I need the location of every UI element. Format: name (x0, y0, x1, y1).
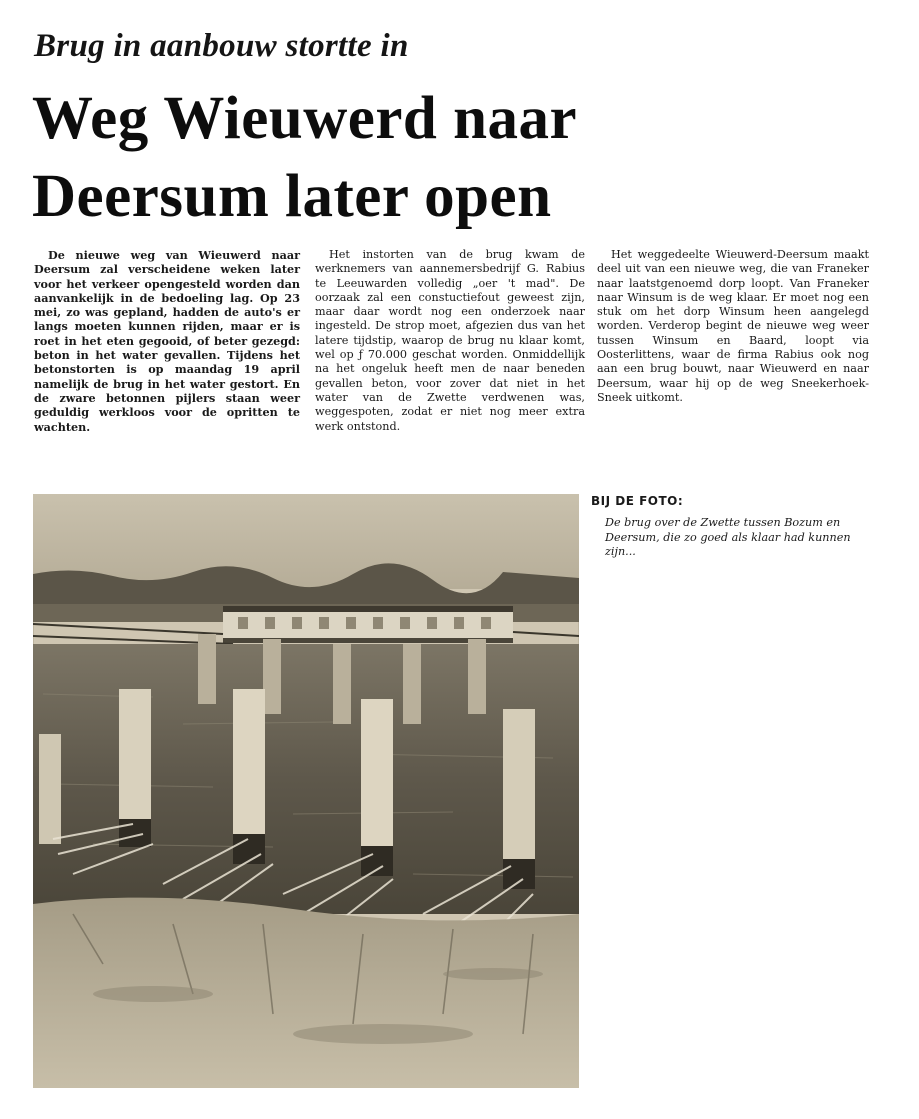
column-3-paragraph: Het weggedeelte Wieuwerd-Deersum maakt deel uit van een nieuwe weg, die van Franeker naar laatstgenoemd dorp loopt. Van Franeker naar Winsum is de weg klaar. Er moet nog een stuk om het dorp Winsum heen aangelegd worden. Verderop begint de nieuwe weg weer tussen Winsum en Baard, loopt via Oosterlittens, waar de firma Rabius ook nog aan een brug bouwt, naar Wieuwerd en naar Deersum, waar hij op de weg Sneekerhoek-Sneek uitkomt. (597, 248, 869, 404)
photo-caption-text: De brug over de Zwette tussen Bozum en Deersum, die zo goed als klaar had kunnen zijn... (605, 516, 851, 558)
article-column-3 (597, 248, 869, 405)
article-kicker: Brug in aanbouw stortte in (34, 28, 409, 64)
bridge-photo-illustration (33, 494, 579, 1088)
article-headline: Weg Wieuwerd naar Deersum later open (32, 85, 576, 230)
article-column-2 (315, 248, 585, 434)
photo-caption-heading: BIJ DE FOTO: (591, 494, 684, 508)
column-1-paragraph: De nieuwe weg van Wieuwerd naar Deersum zal verscheidene weken later voor het verkeer opengesteld worden dan aanvankelijk in de bedoeling lag. Op 23 mei, zo was gepland, hadden de auto's er langs moeten kunnen rijden, maar er is roet in het eten gegooid, of beter gezegd: beton in het water gevallen. Tijdens het betonstorten is op maandag 19 april namelijk de brug in het water gestort. En de zware betonnen pijlers staan weer geduldig werkloos voor de opritten te wachten. (34, 248, 300, 434)
article-column-1 (34, 248, 300, 434)
bridge-photo (33, 494, 579, 1088)
column-2-paragraph: Het instorten van de brug kwam de werknemers van aannemersbedrijf G. Rabius te Leeuwarden volledig „oer 't mad". De oorzaak zal een constuctiefout geweest zijn, maar daar wordt nog een onderzoek naar ingesteld. De strop moet, afgezien dus van het latere tijdstip, waarop de brug nu klaar komt, wel op ƒ 70.000 geschat worden. Onmiddellijk na het ongeluk heeft men de naar beneden gevallen beton, voor zover dat niet in het water van de Zwette verdwenen was, weggespoten, zodat er niet nog meer extra werk ontstond. (315, 248, 585, 433)
